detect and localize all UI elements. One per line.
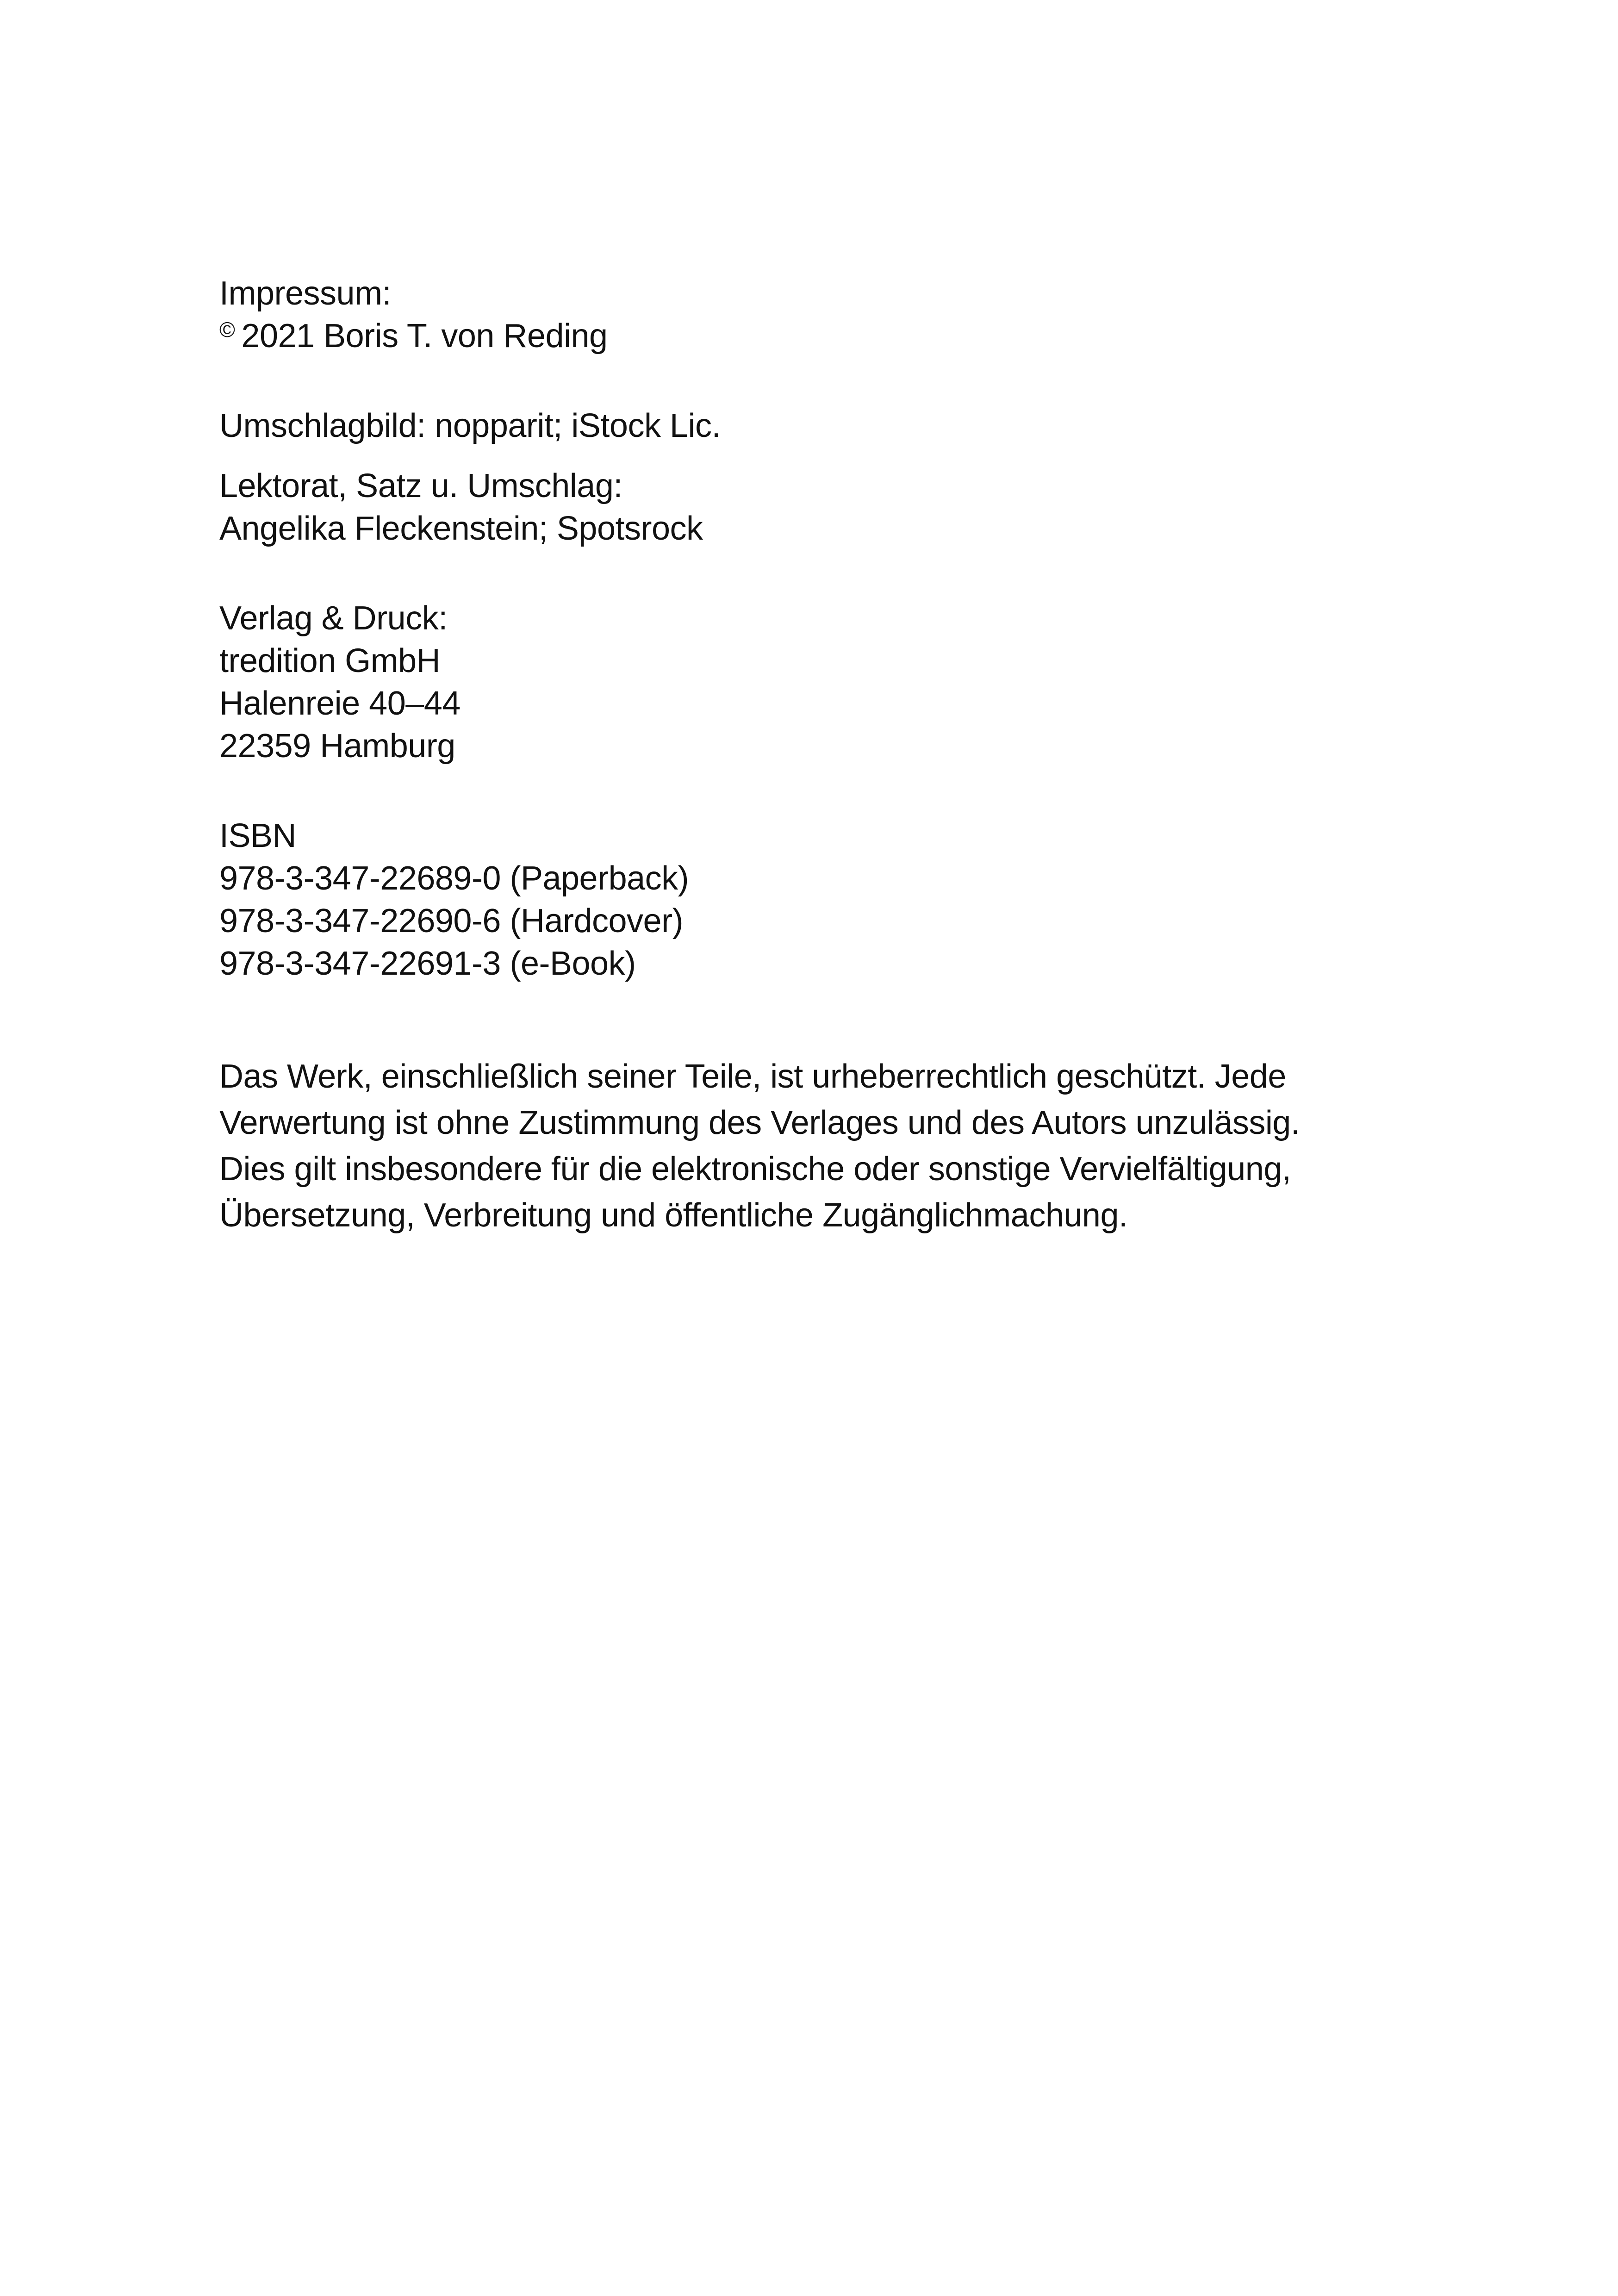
imprint-heading: Impressum: xyxy=(219,275,392,312)
editing-names: Angelika Fleckenstein; Spotsrock xyxy=(219,510,703,547)
legal-line: Verwertung ist ohne Zustimmung des Verlages und des Autors unzulässig. xyxy=(219,1104,1300,1141)
legal-line: Das Werk, einschließlich seiner Teile, ist urheberrechtlich geschützt. Jede xyxy=(219,1058,1286,1095)
imprint-content xyxy=(219,272,1423,1238)
editing-label: Lektorat, Satz u. Umschlag: xyxy=(219,467,622,504)
publisher-city: 22359 Hamburg xyxy=(219,728,455,765)
isbn-hardcover: 978-3-347-22690-6 (Hardcover) xyxy=(219,902,684,940)
cover-image-credit: Umschlagbild: nopparit; iStock Lic. xyxy=(219,407,721,444)
copyright-symbol: © xyxy=(219,317,235,342)
isbn-ebook: 978-3-347-22691-3 (e-Book) xyxy=(219,945,636,982)
legal-line: Dies gilt insbesondere für die elektronische oder sonstige Vervielfältigung, xyxy=(219,1151,1291,1188)
copyright-notice xyxy=(219,1053,1423,1238)
legal-line: Übersetzung, Verbreitung und öffentliche Zugänglichmachung. xyxy=(219,1197,1128,1234)
publisher-street: Halenreie 40–44 xyxy=(219,685,461,722)
isbn-label: ISBN xyxy=(219,817,297,854)
copyright-line xyxy=(219,315,1423,357)
publisher-name: tredition GmbH xyxy=(219,642,441,679)
copyright-text: 2021 Boris T. von Reding xyxy=(241,317,608,355)
publisher-label: Verlag & Druck: xyxy=(219,600,448,637)
isbn-paperback: 978-3-347-22689-0 (Paperback) xyxy=(219,860,689,897)
